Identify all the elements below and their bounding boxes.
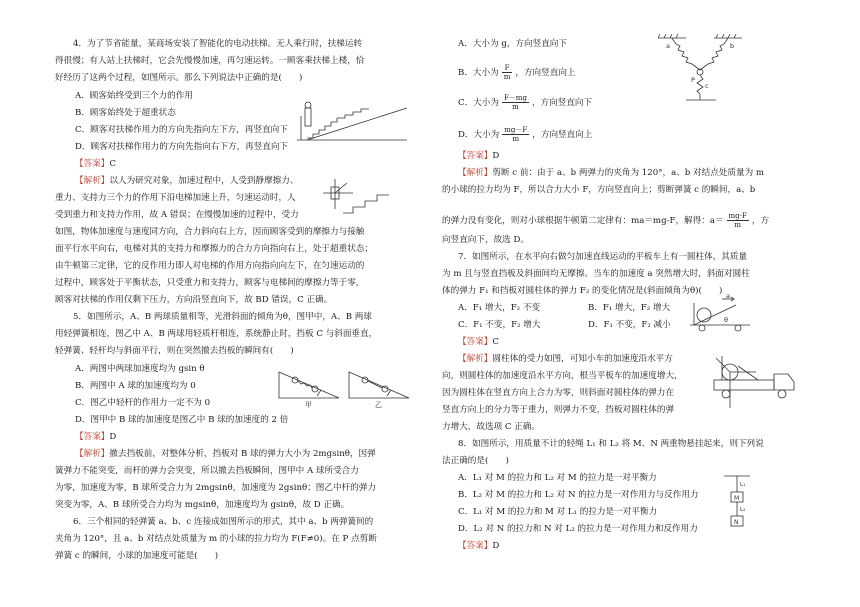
q4-analysis-line4: 如图，物体加速度与速度同方向，合力斜向右上方，因而顾客受到的摩擦力与接触 (55, 227, 365, 237)
q4-option-a: A．顾客始终受到三个力的作用 (75, 91, 193, 101)
q4-analysis-line3: 受到重力和支持力作用，故 A 错误；在慢慢加速的过程中，受力 (55, 210, 299, 220)
q4-analysis-line1 (75, 177, 298, 186)
q7-option-d: D．F₁ 不变，F₂ 减小 (588, 320, 671, 330)
fig-label-l2: L₂ (740, 507, 746, 513)
q6-option-c (458, 94, 592, 111)
q7-analysis-line2: 向，则圆柱体的加速度沿水平方向，根当平板车的加速度增大， (442, 371, 683, 381)
answer-value: C (492, 337, 499, 347)
numerator: mg－F (504, 126, 528, 134)
q5-stem-line2: 用轻弹簧相连，图乙中 A、B 两球用轻质杆相连，系统静止时，挡板 C 与斜面垂直， (55, 329, 378, 339)
escalator-figure (297, 98, 417, 144)
fig-label-p: P (691, 76, 695, 84)
numerator: F (502, 64, 513, 73)
q7-analysis-line1 (458, 355, 673, 364)
option-suffix: ，方向竖直向上 (515, 68, 576, 78)
hanging-weights-figure (720, 474, 760, 534)
analysis-tag: 【解析】 (458, 168, 493, 178)
q4-answer (75, 160, 116, 169)
fraction (502, 94, 529, 111)
q4-analysis-line6: 由牛顿第三定律，它的反作用力即人对电梯的作用方向指向向左下，在匀速运动的 (55, 261, 365, 271)
q4-stem-line2: 得很慢；有人站上扶梯时，它会先慢慢加速，再匀速运转。一顾客乘扶梯上楼，恰 (55, 56, 365, 66)
q4-option-b: B．顾客始终处于超重状态 (75, 108, 176, 118)
q6-analysis-line1 (458, 169, 764, 178)
analysis-text: 撤去挡板前，对整体分析，挡板对 B 球的弹力大小为 2mgsinθ，因弹 (109, 449, 376, 459)
q7-option-a: A．F₁ 增大，F₂ 不变 (458, 303, 541, 313)
q4-option-d: D．顾客对扶梯作用力的方向先指向右下方，再竖直向下 (75, 142, 289, 152)
q5-option-a: A．两图中两球加速度均为 gsin θ (75, 364, 205, 374)
analysis-tag: 【解析】 (458, 354, 493, 364)
fig-label-theta: θ (724, 316, 728, 324)
numerator: mg-F (728, 212, 747, 220)
fig-label-a: a (726, 292, 730, 300)
q4-option-c: C．顾客对扶梯作用力的方向先指向左下方，再竖直向下 (75, 125, 288, 135)
fig-label-n: N (734, 519, 739, 526)
denominator: m (512, 135, 520, 143)
cart-figure (688, 293, 758, 333)
q5-analysis-line4: 突变为零，A、B 球所受合力均为 mgsinθ，加速度均为 gsinθ，故 D 正确。 (55, 500, 350, 510)
q5-analysis-line1 (75, 450, 376, 459)
analysis-tag: 【解析】 (75, 449, 110, 459)
q7-analysis-line5: 力增大，故选项 C 正确。 (442, 422, 540, 432)
option-suffix: ，方向竖直向上 (532, 130, 593, 140)
option-suffix: ，方向竖直向下 (531, 98, 593, 108)
analysis-tag: 【解析】 (75, 176, 110, 186)
answer-tag: 【答案】 (458, 151, 493, 161)
q6-answer (458, 152, 499, 161)
q7-analysis-line3: 因为圆柱体在竖直方向上合力为零，则斜面对圆柱体的弹力在 (442, 388, 675, 398)
q8-answer (458, 542, 499, 551)
spring-figure (656, 34, 746, 104)
q6-stem-line1: 6．三个相同的轻弹簧 a、b、c 连接成如图所示的形式，其中 a、b 两弹簧间的 (73, 517, 374, 527)
fig-label-c: c (705, 82, 709, 90)
answer-tag: 【答案】 (75, 159, 110, 169)
q8-stem-line2: 法正确的是( ) (442, 456, 509, 466)
denominator: m (503, 73, 511, 81)
fraction (727, 212, 749, 229)
fig-label-m: M (734, 495, 740, 502)
q7-analysis-line4: 竖直方向上的分力等于重力，则弹力不变，挡板对圆柱体的弹 (442, 405, 675, 415)
q6-analysis-line4: 向竖直向下，故选 D。 (442, 235, 529, 245)
q4-analysis-line8: 顾客对扶梯的作用仅剩下压力，方向沿竖直向下，故 BD 错误，C 正确。 (55, 295, 333, 305)
q4-analysis-line5: 面平行水平向右，电梯对其的支持力和摩擦力的合力方向指向右上，处于超重状态； (55, 244, 373, 254)
fig-label-l1: L₁ (740, 482, 746, 488)
incline-figures (277, 368, 417, 408)
analysis-text: ，方 (751, 216, 770, 226)
q6-analysis-line2: 的小球的拉力均为 F，所以合力大小 F，方向竖直向上；剪断弹簧 c 的瞬间，a、b (442, 185, 756, 195)
q6-option-a: A．大小为 g，方向竖直向下 (458, 39, 567, 49)
analysis-text: 剪断 c 前：由于 a、b 两弹力的夹角为 120°，a、b 对结点处质量为 m (492, 168, 765, 178)
answer-tag: 【答案】 (458, 541, 493, 551)
q5-answer (75, 433, 116, 442)
analysis-text: 的弹力没有变化，则对小球根据牛顿第二定律有：ma＝mg-F，解得：a＝ (442, 216, 724, 226)
q6-stem-line2: 夹角为 120°，且 a、b 对结点处质量为 m 的小球的拉力均为 F(F≠0)。在 P 点剪断 (55, 534, 377, 544)
answer-value: D (109, 432, 117, 442)
force-diagram-figure (313, 175, 413, 215)
fraction (502, 64, 513, 81)
q8-stem-line1: 8．如图所示，用质量不计的轻绳 L₁ 和 L₂ 将 M、N 两重物悬挂起来，则下列说 (458, 439, 764, 449)
q4-analysis-line2: 重力、支持力三个力的作用下沿电梯加速上升，匀速运动时，人 (55, 193, 296, 203)
q4-stem-line3: 好经历了这两个过程，如图所示。那么下列说法中正确的是( ) (55, 73, 303, 83)
answer-value: C (109, 159, 116, 169)
q5-analysis-line2: 簧弹力不能突变，而杆的弹力会突变，所以撤去挡板瞬间，图甲中 A 球所受合力 (55, 466, 359, 476)
q6-stem-line3: 弹簧 c 的瞬间，小球的加速度可能是( ) (55, 551, 219, 561)
q6-option-d (458, 126, 592, 143)
q8-option-c: C．L₁ 对 M 的拉力和 M 对 L₁ 的拉力是一对平衡力 (458, 507, 658, 517)
denominator: m (734, 221, 742, 229)
analysis-text: 圆柱体的受力如图，可知小车的加速度沿水平方 (492, 354, 673, 364)
fig-label-a: a (666, 42, 670, 50)
q8-option-b: B．L₂ 对 M 的拉力和 L₂ 对 N 的拉力是一对作用力与反作用力 (458, 490, 699, 500)
numerator: F－mg (503, 94, 527, 102)
q7-option-b: B．F₁ 增大，F₂ 增大 (588, 303, 671, 313)
q7-stem-line3: 体的弹力 F₁ 和挡板对圆柱体的弹力 F₂ 的变化情况是(斜面倾角为θ)( ) (442, 286, 723, 296)
q8-option-a: A．L₁ 对 M 的拉力和 L₂ 对 M 的拉力是一对平衡力 (458, 473, 657, 483)
q7-stem-line1: 7．如图所示，在水平向右做匀加速直线运动的平板车上有一圆柱体，其质量 (458, 252, 748, 262)
analysis-text: 以人为研究对象，加速过程中，人受到静摩擦力、 (109, 176, 299, 186)
q7-answer (458, 338, 499, 347)
fraction (502, 126, 529, 143)
q8-option-d: D．L₂ 对 N 的拉力和 N 对 L₂ 的拉力是一对作用力和反作用力 (458, 524, 698, 534)
option-prefix: B．大小为 (458, 68, 499, 78)
answer-value: D (492, 541, 500, 551)
answer-value: D (492, 151, 500, 161)
q5-stem-line3: 轻弹簧、轻杆均与斜面平行，则在突然撤去挡板的瞬间有( ) (55, 346, 294, 356)
q5-option-c: C．图乙中轻杆的作用力一定不为 0 (75, 398, 211, 408)
q5-option-b: B．两图中 A 球的加速度均为 0 (75, 381, 196, 391)
q4-analysis-line7: 过程中，顾客处于平衡状态，只受重力和支持力，顾客与电梯间的摩擦力等于零， (55, 278, 365, 288)
q7-stem-line2: 为 m 且与竖直挡板及斜面间均无摩擦。当车的加速度 a 突然增大时，斜面对圆柱 (442, 269, 750, 279)
truck-force-figure (704, 352, 804, 412)
option-prefix: C．大小为 (458, 98, 499, 108)
fig-label-jia: 甲 (305, 401, 312, 409)
q4-stem-line1: 4．为了节省能量，某商场安装了智能化的电动扶梯。无人乘行时，扶梯运转 (73, 39, 363, 49)
answer-tag: 【答案】 (75, 432, 110, 442)
answer-tag: 【答案】 (458, 337, 493, 347)
fig-label-b: b (730, 42, 735, 50)
q7-option-c: C．F₁ 不变，F₂ 增大 (458, 320, 541, 330)
q5-option-d: D．图甲中 B 球的加速度是图乙中 B 球的加速度的 2 倍 (75, 415, 289, 425)
denominator: m (512, 103, 519, 111)
fig-label-yi: 乙 (375, 401, 382, 409)
q6-analysis-line3 (442, 212, 769, 229)
option-prefix: D．大小为 (458, 130, 500, 140)
q5-stem-line1: 5．如图所示，A、B 两球质量相等，光滑斜面的倾角为θ，图甲中，A、B 两球 (73, 312, 372, 322)
q6-option-b (458, 64, 576, 81)
q5-analysis-line3: 为零，加速度为零，B 球所受合力为 2mgsinθ，加速度为 2gsinθ；图乙中杆的弹力 (55, 483, 376, 493)
